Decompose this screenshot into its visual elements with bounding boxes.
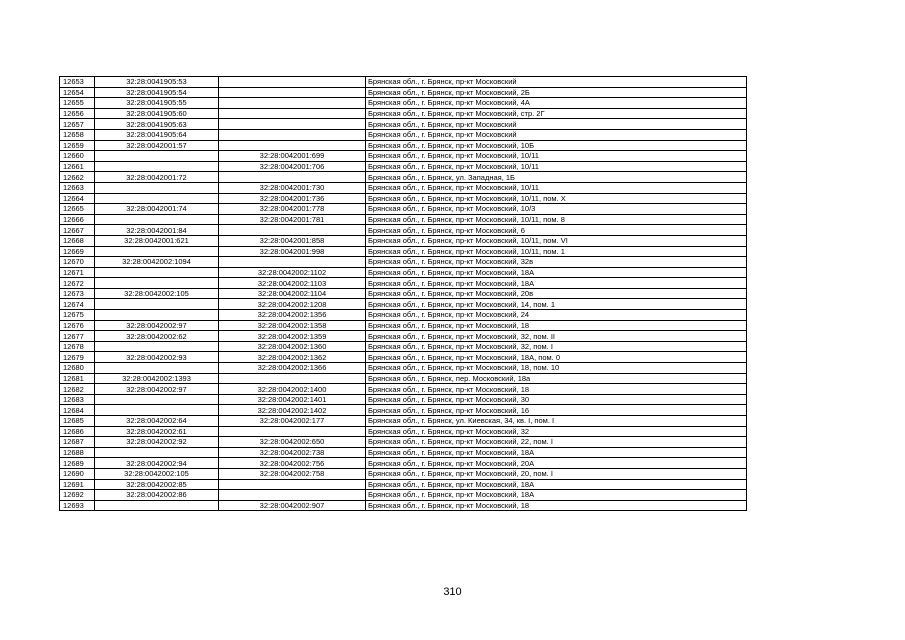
row-number-cell: 12672 bbox=[60, 278, 95, 289]
building-cadastral-number-cell: 32:28:0042001:998 bbox=[219, 246, 366, 257]
table-row bbox=[60, 320, 747, 331]
row-number-cell: 12662 bbox=[60, 172, 95, 183]
address-cell: Брянская обл., г. Брянск, пр-кт Московский, 18А bbox=[366, 278, 747, 289]
row-number-cell: 12655 bbox=[60, 98, 95, 109]
table-row bbox=[60, 278, 747, 289]
land-cadastral-number-cell: 32:28:0041905:53 bbox=[95, 77, 219, 88]
building-cadastral-number-cell: 32:28:0042002:1362 bbox=[219, 352, 366, 363]
registry-table bbox=[59, 76, 747, 511]
address-cell: Брянская обл., г. Брянск, пр-кт Московский, 20А bbox=[366, 458, 747, 469]
building-cadastral-number-cell bbox=[219, 119, 366, 130]
building-cadastral-number-cell: 32:28:0042002:758 bbox=[219, 468, 366, 479]
row-number-cell: 12683 bbox=[60, 394, 95, 405]
table-row bbox=[60, 384, 747, 395]
table-row bbox=[60, 437, 747, 448]
address-cell: Брянская обл., г. Брянск, пр-кт Московский bbox=[366, 119, 747, 130]
table-row bbox=[60, 299, 747, 310]
land-cadastral-number-cell bbox=[95, 151, 219, 162]
row-number-cell: 12671 bbox=[60, 267, 95, 278]
row-number-cell: 12679 bbox=[60, 352, 95, 363]
table-row bbox=[60, 490, 747, 501]
building-cadastral-number-cell: 32:28:0042002:1208 bbox=[219, 299, 366, 310]
building-cadastral-number-cell bbox=[219, 87, 366, 98]
address-cell: Брянская обл., г. Брянск, пр-кт Московский, 32, пом. I bbox=[366, 341, 747, 352]
row-number-cell: 12675 bbox=[60, 310, 95, 321]
row-number-cell: 12684 bbox=[60, 405, 95, 416]
row-number-cell: 12687 bbox=[60, 437, 95, 448]
address-cell: Брянская обл., г. Брянск, пр-кт Московский, 10/11, пом. X bbox=[366, 193, 747, 204]
table-row bbox=[60, 373, 747, 384]
row-number-cell: 12656 bbox=[60, 108, 95, 119]
address-cell: Брянская обл., г. Брянск, пр-кт Московский, 18А bbox=[366, 490, 747, 501]
table-row bbox=[60, 235, 747, 246]
building-cadastral-number-cell: 32:28:0042001:858 bbox=[219, 235, 366, 246]
row-number-cell: 12670 bbox=[60, 257, 95, 268]
row-number-cell: 12664 bbox=[60, 193, 95, 204]
table-row bbox=[60, 119, 747, 130]
building-cadastral-number-cell bbox=[219, 129, 366, 140]
table-row bbox=[60, 161, 747, 172]
building-cadastral-number-cell: 32:28:0042001:736 bbox=[219, 193, 366, 204]
land-cadastral-number-cell bbox=[95, 267, 219, 278]
building-cadastral-number-cell: 32:28:0042002:177 bbox=[219, 416, 366, 427]
address-cell: Брянская обл., г. Брянск, пр-кт Московский, 10/11, пом. 1 bbox=[366, 246, 747, 257]
table-row bbox=[60, 394, 747, 405]
row-number-cell: 12682 bbox=[60, 384, 95, 395]
address-cell: Брянская обл., г. Брянск, ул. Западная, 1Б bbox=[366, 172, 747, 183]
land-cadastral-number-cell bbox=[95, 310, 219, 321]
land-cadastral-number-cell: 32:28:0042002:105 bbox=[95, 468, 219, 479]
address-cell: Брянская обл., г. Брянск, пр-кт Московский, 10/11, пом. VI bbox=[366, 235, 747, 246]
row-number-cell: 12676 bbox=[60, 320, 95, 331]
land-cadastral-number-cell: 32:28:0042002:97 bbox=[95, 320, 219, 331]
land-cadastral-number-cell bbox=[95, 299, 219, 310]
building-cadastral-number-cell: 32:28:0042001:781 bbox=[219, 214, 366, 225]
row-number-cell: 12665 bbox=[60, 204, 95, 215]
land-cadastral-number-cell: 32:28:0042002:1094 bbox=[95, 257, 219, 268]
address-cell: Брянская обл., г. Брянск, пр-кт Московский, 18А bbox=[366, 479, 747, 490]
building-cadastral-number-cell: 32:28:0042001:706 bbox=[219, 161, 366, 172]
address-cell: Брянская обл., г. Брянск, пр-кт Московский, 18А bbox=[366, 267, 747, 278]
table-row bbox=[60, 341, 747, 352]
land-cadastral-number-cell: 32:28:0041905:60 bbox=[95, 108, 219, 119]
row-number-cell: 12686 bbox=[60, 426, 95, 437]
row-number-cell: 12685 bbox=[60, 416, 95, 427]
row-number-cell: 12667 bbox=[60, 225, 95, 236]
land-cadastral-number-cell: 32:28:0042002:61 bbox=[95, 426, 219, 437]
row-number-cell: 12680 bbox=[60, 363, 95, 374]
building-cadastral-number-cell bbox=[219, 426, 366, 437]
building-cadastral-number-cell: 32:28:0042002:1366 bbox=[219, 363, 366, 374]
land-cadastral-number-cell: 32:28:0042001:84 bbox=[95, 225, 219, 236]
row-number-cell: 12677 bbox=[60, 331, 95, 342]
table-row bbox=[60, 140, 747, 151]
table-row bbox=[60, 458, 747, 469]
address-cell: Брянская обл., г. Брянск, пр-кт Московский, 18 bbox=[366, 320, 747, 331]
address-cell: Брянская обл., г. Брянск, пр-кт Московский, 14, пом. 1 bbox=[366, 299, 747, 310]
row-number-cell: 12663 bbox=[60, 182, 95, 193]
land-cadastral-number-cell bbox=[95, 405, 219, 416]
address-cell: Брянская обл., г. Брянск, пр-кт Московский, 30 bbox=[366, 394, 747, 405]
address-cell: Брянская обл., г. Брянск, пр-кт Московский, 20в bbox=[366, 288, 747, 299]
building-cadastral-number-cell: 32:28:0042002:1104 bbox=[219, 288, 366, 299]
table-row bbox=[60, 129, 747, 140]
table-row bbox=[60, 405, 747, 416]
building-cadastral-number-cell bbox=[219, 479, 366, 490]
address-cell: Брянская обл., г. Брянск, пр-кт Московский, 10/11 bbox=[366, 161, 747, 172]
building-cadastral-number-cell bbox=[219, 373, 366, 384]
land-cadastral-number-cell: 32:28:0041905:55 bbox=[95, 98, 219, 109]
address-cell: Брянская обл., г. Брянск, пр-кт Московский, 18, пом. 10 bbox=[366, 363, 747, 374]
address-cell: Брянская обл., г. Брянск, пр-кт Московский bbox=[366, 129, 747, 140]
row-number-cell: 12657 bbox=[60, 119, 95, 130]
land-cadastral-number-cell bbox=[95, 246, 219, 257]
address-cell: Брянская обл., г. Брянск, пр-кт Московский, 2Б bbox=[366, 87, 747, 98]
building-cadastral-number-cell bbox=[219, 108, 366, 119]
building-cadastral-number-cell bbox=[219, 98, 366, 109]
table-row bbox=[60, 182, 747, 193]
building-cadastral-number-cell bbox=[219, 140, 366, 151]
building-cadastral-number-cell: 32:28:0042001:730 bbox=[219, 182, 366, 193]
row-number-cell: 12669 bbox=[60, 246, 95, 257]
land-cadastral-number-cell bbox=[95, 363, 219, 374]
building-cadastral-number-cell bbox=[219, 77, 366, 88]
row-number-cell: 12689 bbox=[60, 458, 95, 469]
address-cell: Брянская обл., г. Брянск, пр-кт Московский, 24 bbox=[366, 310, 747, 321]
address-cell: Брянская обл., г. Брянск, пр-кт Московский, 6 bbox=[366, 225, 747, 236]
land-cadastral-number-cell bbox=[95, 193, 219, 204]
address-cell: Брянская обл., г. Брянск, пр-кт Московский, 10/11 bbox=[366, 182, 747, 193]
address-cell: Брянская обл., г. Брянск, пр-кт Московский, 10/11 bbox=[366, 151, 747, 162]
land-cadastral-number-cell: 32:28:0042002:1393 bbox=[95, 373, 219, 384]
building-cadastral-number-cell bbox=[219, 225, 366, 236]
address-cell: Брянская обл., г. Брянск, пр-кт Московский, стр. 2Г bbox=[366, 108, 747, 119]
land-cadastral-number-cell: 32:28:0042002:64 bbox=[95, 416, 219, 427]
table-row bbox=[60, 246, 747, 257]
building-cadastral-number-cell: 32:28:0042002:650 bbox=[219, 437, 366, 448]
land-cadastral-number-cell: 32:28:0042002:85 bbox=[95, 479, 219, 490]
address-cell: Брянская обл., г. Брянск, пр-кт Московский, 4А bbox=[366, 98, 747, 109]
table-row bbox=[60, 108, 747, 119]
row-number-cell: 12668 bbox=[60, 235, 95, 246]
row-number-cell: 12692 bbox=[60, 490, 95, 501]
address-cell: Брянская обл., г. Брянск, пр-кт Московский, 10/11, пом. 8 bbox=[366, 214, 747, 225]
land-cadastral-number-cell: 32:28:0042001:621 bbox=[95, 235, 219, 246]
building-cadastral-number-cell bbox=[219, 490, 366, 501]
land-cadastral-number-cell: 32:28:0041905:63 bbox=[95, 119, 219, 130]
building-cadastral-number-cell bbox=[219, 172, 366, 183]
address-cell: Брянская обл., г. Брянск, пер. Московский, 18а bbox=[366, 373, 747, 384]
table-row bbox=[60, 352, 747, 363]
land-cadastral-number-cell: 32:28:0042001:74 bbox=[95, 204, 219, 215]
building-cadastral-number-cell: 32:28:0042002:1103 bbox=[219, 278, 366, 289]
table-row bbox=[60, 500, 747, 511]
row-number-cell: 12681 bbox=[60, 373, 95, 384]
land-cadastral-number-cell: 32:28:0042002:93 bbox=[95, 352, 219, 363]
land-cadastral-number-cell bbox=[95, 341, 219, 352]
address-cell: Брянская обл., г. Брянск, пр-кт Московский, 10/3 bbox=[366, 204, 747, 215]
row-number-cell: 12691 bbox=[60, 479, 95, 490]
building-cadastral-number-cell: 32:28:0042002:1360 bbox=[219, 341, 366, 352]
table-row bbox=[60, 310, 747, 321]
table-row bbox=[60, 257, 747, 268]
building-cadastral-number-cell: 32:28:0042002:738 bbox=[219, 447, 366, 458]
page-number: 310 bbox=[443, 586, 462, 598]
address-cell: Брянская обл., г. Брянск, пр-кт Московский, 18А bbox=[366, 447, 747, 458]
building-cadastral-number-cell: 32:28:0042002:756 bbox=[219, 458, 366, 469]
land-cadastral-number-cell: 32:28:0042002:97 bbox=[95, 384, 219, 395]
table-row bbox=[60, 288, 747, 299]
address-cell: Брянская обл., г. Брянск, пр-кт Московский, 32в bbox=[366, 257, 747, 268]
address-cell: Брянская обл., г. Брянск, пр-кт Московский, 10Б bbox=[366, 140, 747, 151]
table-row bbox=[60, 331, 747, 342]
address-cell: Брянская обл., г. Брянск, пр-кт Московский, 32 bbox=[366, 426, 747, 437]
row-number-cell: 12658 bbox=[60, 129, 95, 140]
address-cell: Брянская обл., г. Брянск, пр-кт Московский, 22, пом. I bbox=[366, 437, 747, 448]
land-cadastral-number-cell: 32:28:0042002:62 bbox=[95, 331, 219, 342]
table-row bbox=[60, 267, 747, 278]
land-cadastral-number-cell bbox=[95, 500, 219, 511]
row-number-cell: 12660 bbox=[60, 151, 95, 162]
land-cadastral-number-cell: 32:28:0042002:86 bbox=[95, 490, 219, 501]
row-number-cell: 12661 bbox=[60, 161, 95, 172]
land-cadastral-number-cell bbox=[95, 394, 219, 405]
table-row bbox=[60, 225, 747, 236]
address-cell: Брянская обл., г. Брянск, пр-кт Московский bbox=[366, 77, 747, 88]
building-cadastral-number-cell: 32:28:0042001:778 bbox=[219, 204, 366, 215]
building-cadastral-number-cell: 32:28:0042002:1102 bbox=[219, 267, 366, 278]
land-cadastral-number-cell: 32:28:0042001:72 bbox=[95, 172, 219, 183]
row-number-cell: 12674 bbox=[60, 299, 95, 310]
registry-table-body bbox=[60, 77, 747, 511]
table-row bbox=[60, 426, 747, 437]
row-number-cell: 12659 bbox=[60, 140, 95, 151]
land-cadastral-number-cell bbox=[95, 447, 219, 458]
land-cadastral-number-cell bbox=[95, 182, 219, 193]
building-cadastral-number-cell: 32:28:0042001:699 bbox=[219, 151, 366, 162]
land-cadastral-number-cell: 32:28:0042002:94 bbox=[95, 458, 219, 469]
building-cadastral-number-cell: 32:28:0042002:1358 bbox=[219, 320, 366, 331]
land-cadastral-number-cell: 32:28:0041905:54 bbox=[95, 87, 219, 98]
row-number-cell: 12654 bbox=[60, 87, 95, 98]
row-number-cell: 12673 bbox=[60, 288, 95, 299]
table-row bbox=[60, 98, 747, 109]
row-number-cell: 12688 bbox=[60, 447, 95, 458]
building-cadastral-number-cell: 32:28:0042002:1401 bbox=[219, 394, 366, 405]
building-cadastral-number-cell: 32:28:0042002:1359 bbox=[219, 331, 366, 342]
land-cadastral-number-cell bbox=[95, 161, 219, 172]
table-row bbox=[60, 87, 747, 98]
address-cell: Брянская обл., г. Брянск, пр-кт Московский, 18 bbox=[366, 384, 747, 395]
table-row bbox=[60, 468, 747, 479]
land-cadastral-number-cell bbox=[95, 278, 219, 289]
row-number-cell: 12693 bbox=[60, 500, 95, 511]
row-number-cell: 12690 bbox=[60, 468, 95, 479]
table-row bbox=[60, 447, 747, 458]
address-cell: Брянская обл., г. Брянск, пр-кт Московский, 16 bbox=[366, 405, 747, 416]
table-row bbox=[60, 172, 747, 183]
address-cell: Брянская обл., г. Брянск, пр-кт Московский, 20, пом. I bbox=[366, 468, 747, 479]
table-row bbox=[60, 416, 747, 427]
row-number-cell: 12666 bbox=[60, 214, 95, 225]
table-row bbox=[60, 77, 747, 88]
table-row bbox=[60, 204, 747, 215]
land-cadastral-number-cell: 32:28:0042001:57 bbox=[95, 140, 219, 151]
land-cadastral-number-cell: 32:28:0042002:105 bbox=[95, 288, 219, 299]
table-row bbox=[60, 193, 747, 204]
building-cadastral-number-cell: 32:28:0042002:1356 bbox=[219, 310, 366, 321]
table-row bbox=[60, 479, 747, 490]
building-cadastral-number-cell: 32:28:0042002:1402 bbox=[219, 405, 366, 416]
table-row bbox=[60, 151, 747, 162]
row-number-cell: 12678 bbox=[60, 341, 95, 352]
row-number-cell: 12653 bbox=[60, 77, 95, 88]
table-row bbox=[60, 363, 747, 374]
address-cell: Брянская обл., г. Брянск, пр-кт Московский, 18 bbox=[366, 500, 747, 511]
building-cadastral-number-cell: 32:28:0042002:907 bbox=[219, 500, 366, 511]
table-row bbox=[60, 214, 747, 225]
building-cadastral-number-cell: 32:28:0042002:1400 bbox=[219, 384, 366, 395]
building-cadastral-number-cell bbox=[219, 257, 366, 268]
land-cadastral-number-cell bbox=[95, 214, 219, 225]
land-cadastral-number-cell: 32:28:0041905:64 bbox=[95, 129, 219, 140]
address-cell: Брянская обл., г. Брянск, пр-кт Московский, 32, пом. II bbox=[366, 331, 747, 342]
land-cadastral-number-cell: 32:28:0042002:92 bbox=[95, 437, 219, 448]
address-cell: Брянская обл., г. Брянск, пр-кт Московский, 18А, пом. 0 bbox=[366, 352, 747, 363]
address-cell: Брянская обл., г. Брянск, ул. Киевская, 34, кв. I, пом. I bbox=[366, 416, 747, 427]
